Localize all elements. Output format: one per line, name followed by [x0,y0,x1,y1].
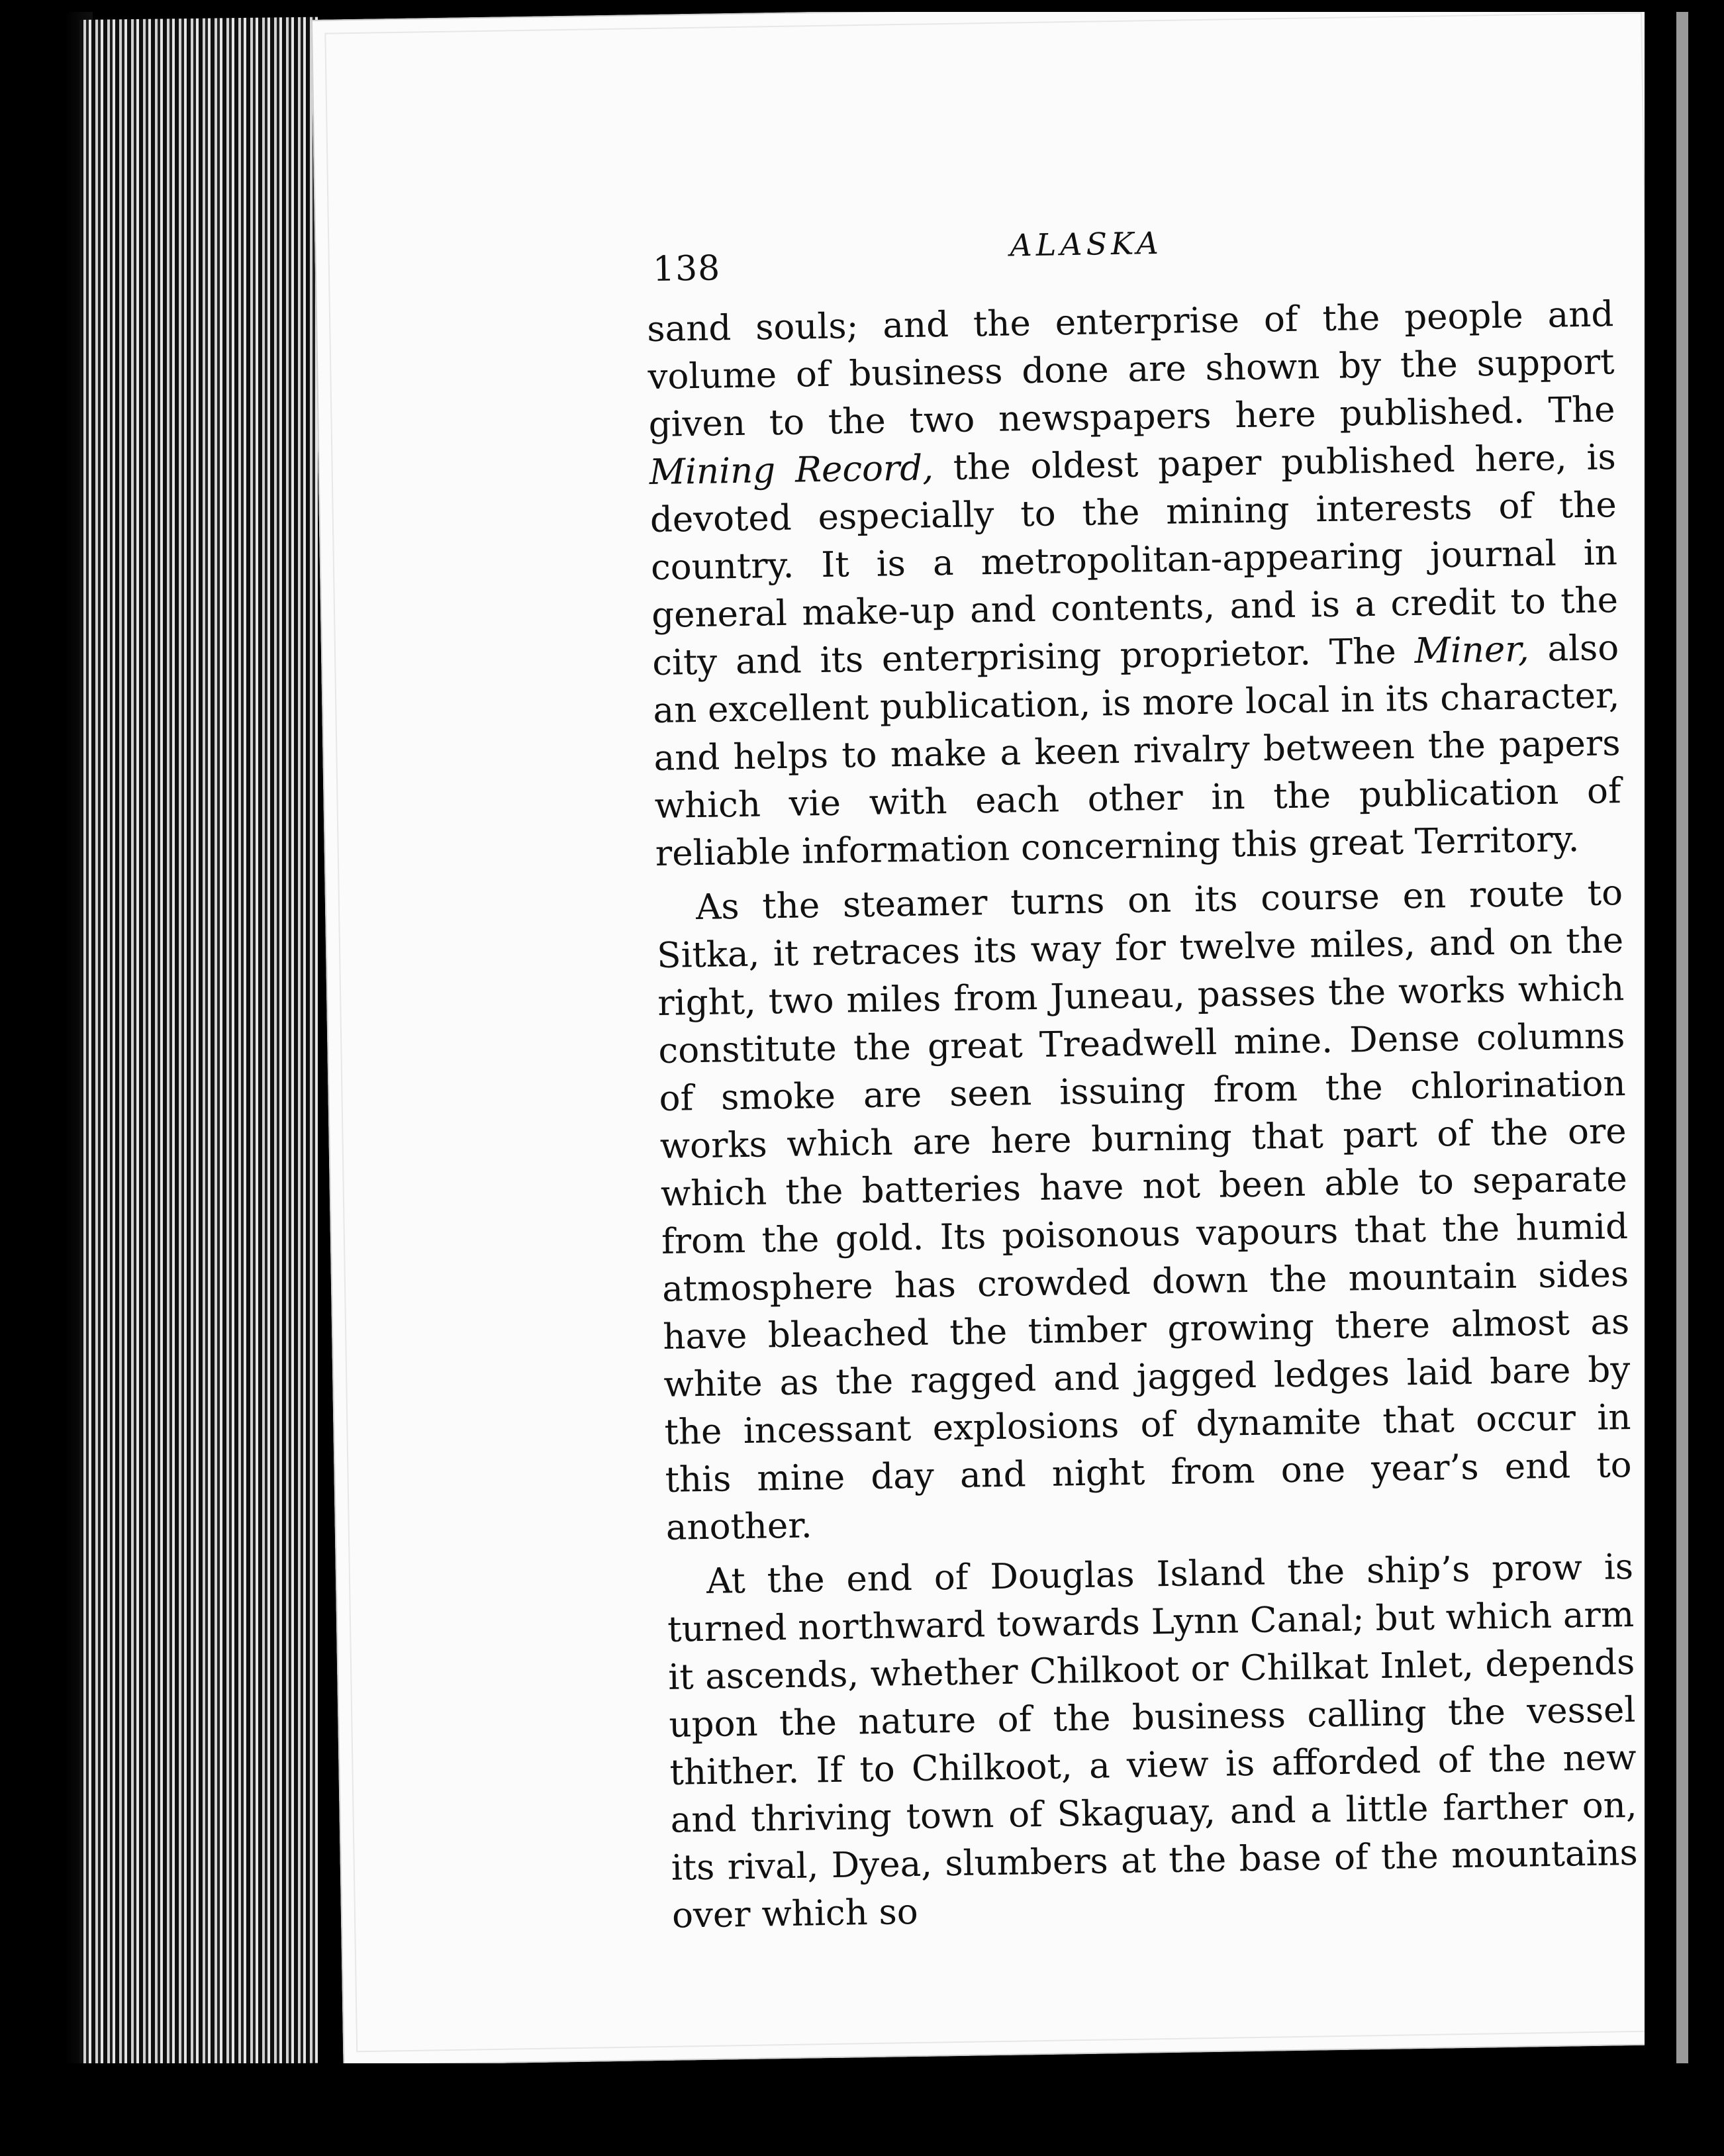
right-edge [1645,0,1724,2156]
paragraph-3-text: At the end of Douglas Island the ship’s prow is turned northward towards Lynn Canal; but which arm it ascends, whether Chilkoot or Chilkat Inlet, depends upon the nature of the business calling the vessel thither. If to Chilkoot, a view is afforded of the new and thriving town of Skaguay, and a little farther on, its rival, Dyea, slumbers at the base of the mountains over which so [667,1546,1639,1936]
top-shadow [0,0,1724,12]
body-text [647,291,1639,1940]
bottom-shadow [0,2063,1724,2156]
page-stack-edges [79,17,318,2066]
paragraph-1-part-1: sand souls; and the enterprise of the people and volume of business done are shown by the support given to the two newspapers here published. The [646,294,1615,446]
paragraph-2-text: As the steamer turns on its course en route to Sitka, it retraces its way for twelve miles, and on the right, two miles from Juneau, passes the works which constitute the great Treadwell mine. Dense columns of smoke are seen issuing from the chlorination works which are here burning that part of the ore which the batteries have not been able to separate from the gold. Its poisonous vapours that the humid atmosphere has crowded down the mountain sides have bleached the timber growing there almost as white as the ragged and jagged ledges laid bare by the incessant explosions of dynamite that occur in this mine day and night from one year’s end to another. [656,873,1633,1548]
paragraph-1 [647,291,1622,878]
miner-title: Miner, [1414,629,1530,671]
page-number: 138 [652,248,721,289]
running-head: ALASKA [1010,224,1163,264]
paragraph-2 [656,869,1633,1552]
paragraph-1-part-3: also an excellent publication, is more local in its character, and helps to make a keen rivalry between the papers which vie with each other in the publication of reliable information concerning this great Territory. [652,628,1622,874]
mining-record-title: Mining Record, [649,448,934,493]
left-edge-shadow [0,0,93,2156]
paragraph-3 [667,1544,1639,1940]
book-page [311,0,1687,2066]
paragraph-1-part-2: the oldest paper published here, is devoted especially to the mining interests of the country. It is a metropolitan-appearing journal in general make-up and contents, and is a credit to the city and its enterprising proprietor. The [649,437,1619,684]
